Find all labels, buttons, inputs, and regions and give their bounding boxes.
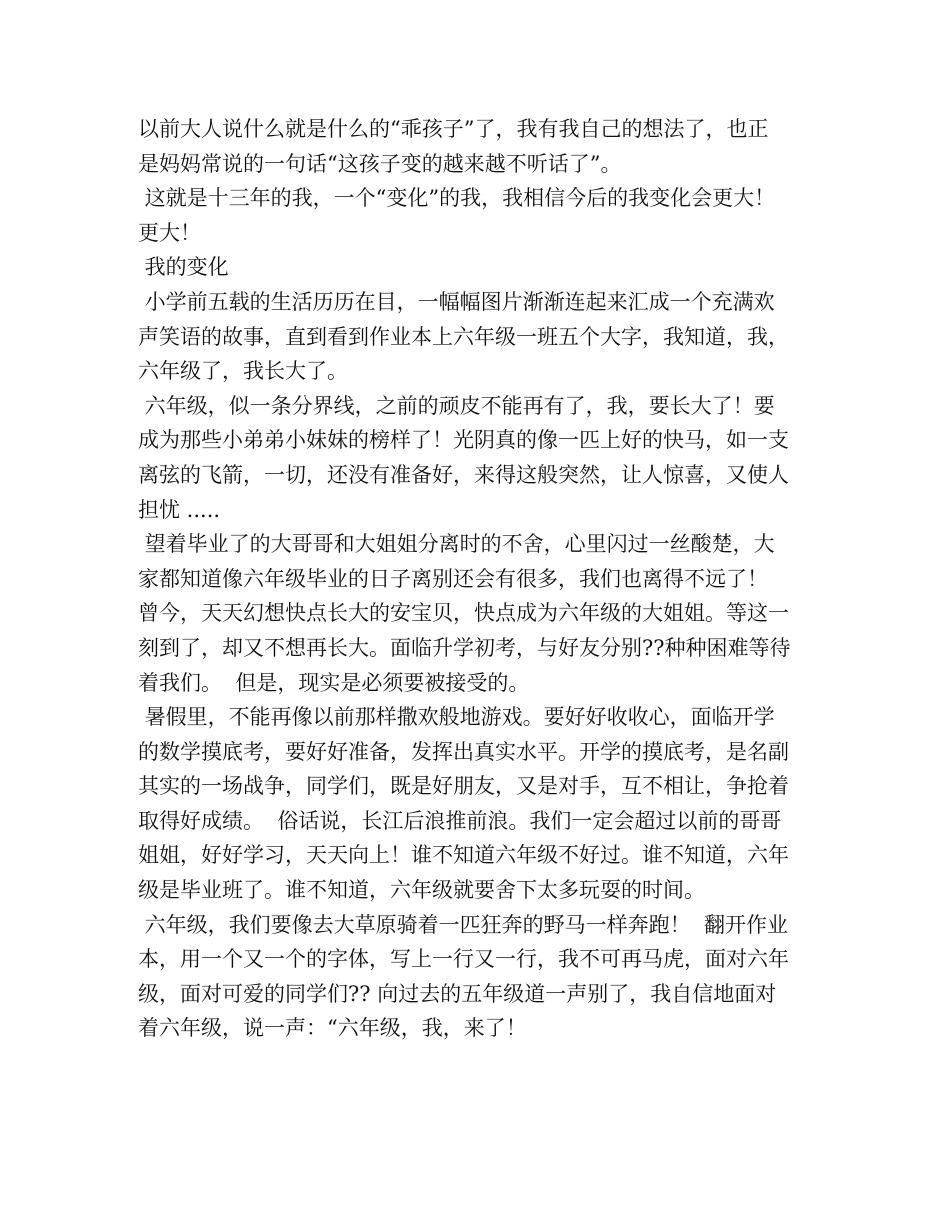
text-line: 本，用一个又一个的字体，写上一行又一行，我不可再马虎，面对六年 [138,947,789,972]
text-line: 姐姐，好好学习，天天向上！谁不知道六年级不好过。谁不知道，六年 [138,843,789,868]
document-body [138,112,828,1046]
text-line: 级，面对可爱的同学们?? 向过去的五年级道一声别了，我自信地面对 [138,981,777,1006]
text-line: 这就是十三年的我，一个“变化”的我，我相信今后的我变化会更大！ [138,186,776,211]
text-line: 暑假里，不能再像以前那样撒欢般地游戏。要好好收收心，面临开学 [138,705,775,730]
text-line: 更大！ [138,220,201,245]
text-line: 取得好成绩。 俗话说，长江后浪推前浪。我们一定会超过以前的哥哥 [138,808,782,833]
text-line: 刻到了，却又不想再长大。面临升学初考，与好友分别??种种困难等待 [138,635,791,660]
text-line: 是妈妈常说的一句话“这孩子变的越来越不听话了”。 [138,151,622,176]
text-line: 其实的一场战争，同学们，既是好朋友，又是对手，互不相让，争抢着 [138,774,789,799]
text-line: 家都知道像六年级毕业的日子离别还会有很多，我们也离得不远了！ [138,566,768,591]
text-line: 成为那些小弟弟小妹妹的榜样了！光阴真的像一匹上好的快马，如一支 [138,428,789,453]
text-line: 小学前五载的生活历历在目，一幅幅图片渐渐连起来汇成一个充满欢 [138,289,775,314]
text-line: 六年级，我们要像去大草原骑着一匹狂奔的野马一样奔跑！ 翻开作业 [138,912,789,937]
text-line: 担忧 ..... [138,497,221,522]
text-line: 曾今，天天幻想快点长大的安宝贝，快点成为六年级的大姐姐。等这一 [138,601,789,626]
text-line: 着六年级，说一声：“六年级，我，来了！ [138,1016,527,1041]
text-line: 声笑语的故事，直到看到作业本上六年级一班五个大字，我知道，我， [138,324,789,349]
text-line: 六年级，似一条分界线，之前的顽皮不能再有了，我，要长大了！要 [138,393,775,418]
text-line: 以前大人说什么就是什么的“乖孩子”了，我有我自己的想法了，也正 [138,117,769,141]
text-line: 离弦的飞箭，一切，还没有准备好，来得这般突然，让人惊喜，又使人 [138,462,789,487]
text-line: 着我们。 但是，现实是必须要被接受的。 [138,670,530,695]
text-line: 六年级了，我长大了。 [138,359,348,384]
text-line: 级是毕业班了。谁不知道，六年级就要舍下太多玩耍的时间。 [138,878,705,903]
text-line: 望着毕业了的大哥哥和大姐姐分离时的不舍，心里闪过一丝酸楚，大 [138,532,775,557]
text-line: 的数学摸底考，要好好准备，发挥出真实水平。开学的摸底考，是名副 [138,739,789,764]
section-heading: 我的变化 [138,255,229,280]
